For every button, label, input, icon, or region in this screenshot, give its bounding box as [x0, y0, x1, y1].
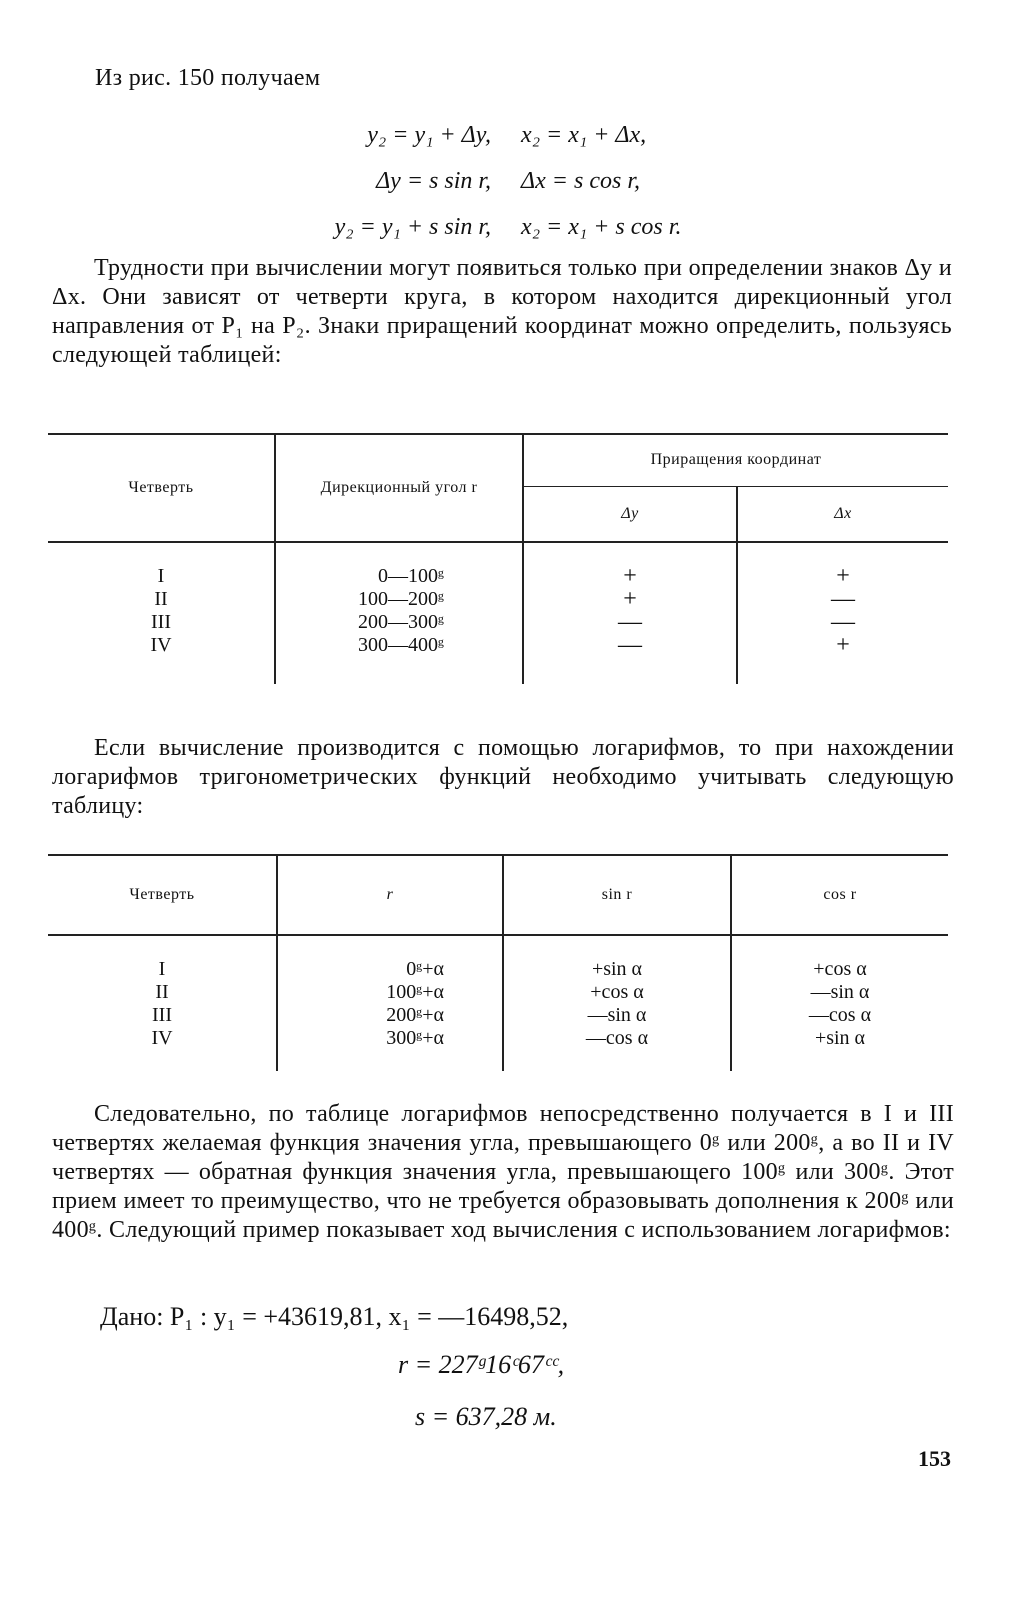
r-value: r = 227ᵍ16ᶜ67ᶜᶜ, [398, 1350, 565, 1379]
quarters-column: I II III IV [150, 565, 172, 656]
s-value: s = 637,28 м. [415, 1402, 557, 1431]
header-delta-x: Δx [737, 486, 948, 542]
trig-functions-table [48, 854, 948, 1071]
formula-left: Δy = s sin r, [376, 167, 492, 194]
increment-signs-table [48, 433, 948, 684]
delta-x-signs-column: + — — + [737, 542, 948, 684]
formula-row [240, 204, 800, 250]
header-direction-angle: Дирекционный угол r [275, 434, 523, 542]
formula-left: y₂ = y₁ + Δy, [367, 121, 492, 148]
page-number: 153 [918, 1446, 951, 1471]
formula-right: x₂ = x₁ + Δx, [521, 121, 647, 148]
cos-column: +cos α —sin α —cos α +sin α [731, 935, 948, 1071]
r-column: 0ᵍ+α 100ᵍ+α 200ᵍ+α 300ᵍ+α [277, 935, 503, 1071]
header-r: r [277, 855, 503, 935]
header-delta-y: Δy [523, 486, 737, 542]
angles-column: 0—100ᵍ 100—200ᵍ 200—300ᵍ 300—400ᵍ [275, 542, 523, 684]
formula-row [240, 112, 800, 158]
header-sin-r: sin r [503, 855, 731, 935]
formula-right: Δx = s cos r, [521, 167, 640, 194]
formula-row [240, 158, 800, 204]
header-cos-r: cos r [731, 855, 948, 935]
header-quarter: Четверть [129, 886, 195, 903]
paragraph-conclusion: Следовательно, по таблице логарифмов непосредственно получается в I и III четвертях желаемая функция значения угла, превышающего 0ᵍ или 200ᵍ, а во II и IV четвертях — обратная функция значения угла, превышающего 100ᵍ или 300ᵍ. Этот прием имеет то преимущество, что не требуется образовывать дополнения к 200ᵍ или 400ᵍ. Следующий пример показывает ход вычисления с использованием логарифмов: [52, 1101, 954, 1243]
formula-left: y₂ = y₁ + s sin r, [334, 213, 492, 240]
delta-y-signs-column: + + — — [523, 542, 737, 684]
formula-block [240, 112, 800, 250]
sin-column: +sin α +cos α —sin α —cos α [503, 935, 731, 1071]
paragraph-signs: Трудности при вычислении могут появиться только при определении знаков Δy и Δx. Они зависят от четверти круга, в котором находится дирекционный угол направления от P₁ на P₂. Знаки приращений координат можно определить, пользуясь следующей таблицей: [52, 255, 952, 368]
quarters-column: I II III IV [151, 958, 173, 1049]
intro-text: Из рис. 150 получаем [95, 65, 321, 91]
paragraph-logarithms: Если вычисление производится с помощью логарифмов, то при нахождении логарифмов тригонометрических функций необходимо учитывать следующую таблицу: [52, 735, 954, 819]
header-coordinate-increments: Приращения координат [523, 434, 948, 486]
formula-right: x₂ = x₁ + s cos r. [521, 213, 682, 240]
given-line: Дано: P₁ : y₁ = +43619,81, x₁ = —16498,52, [100, 1302, 569, 1331]
header-quarter: Четверть [48, 434, 275, 542]
